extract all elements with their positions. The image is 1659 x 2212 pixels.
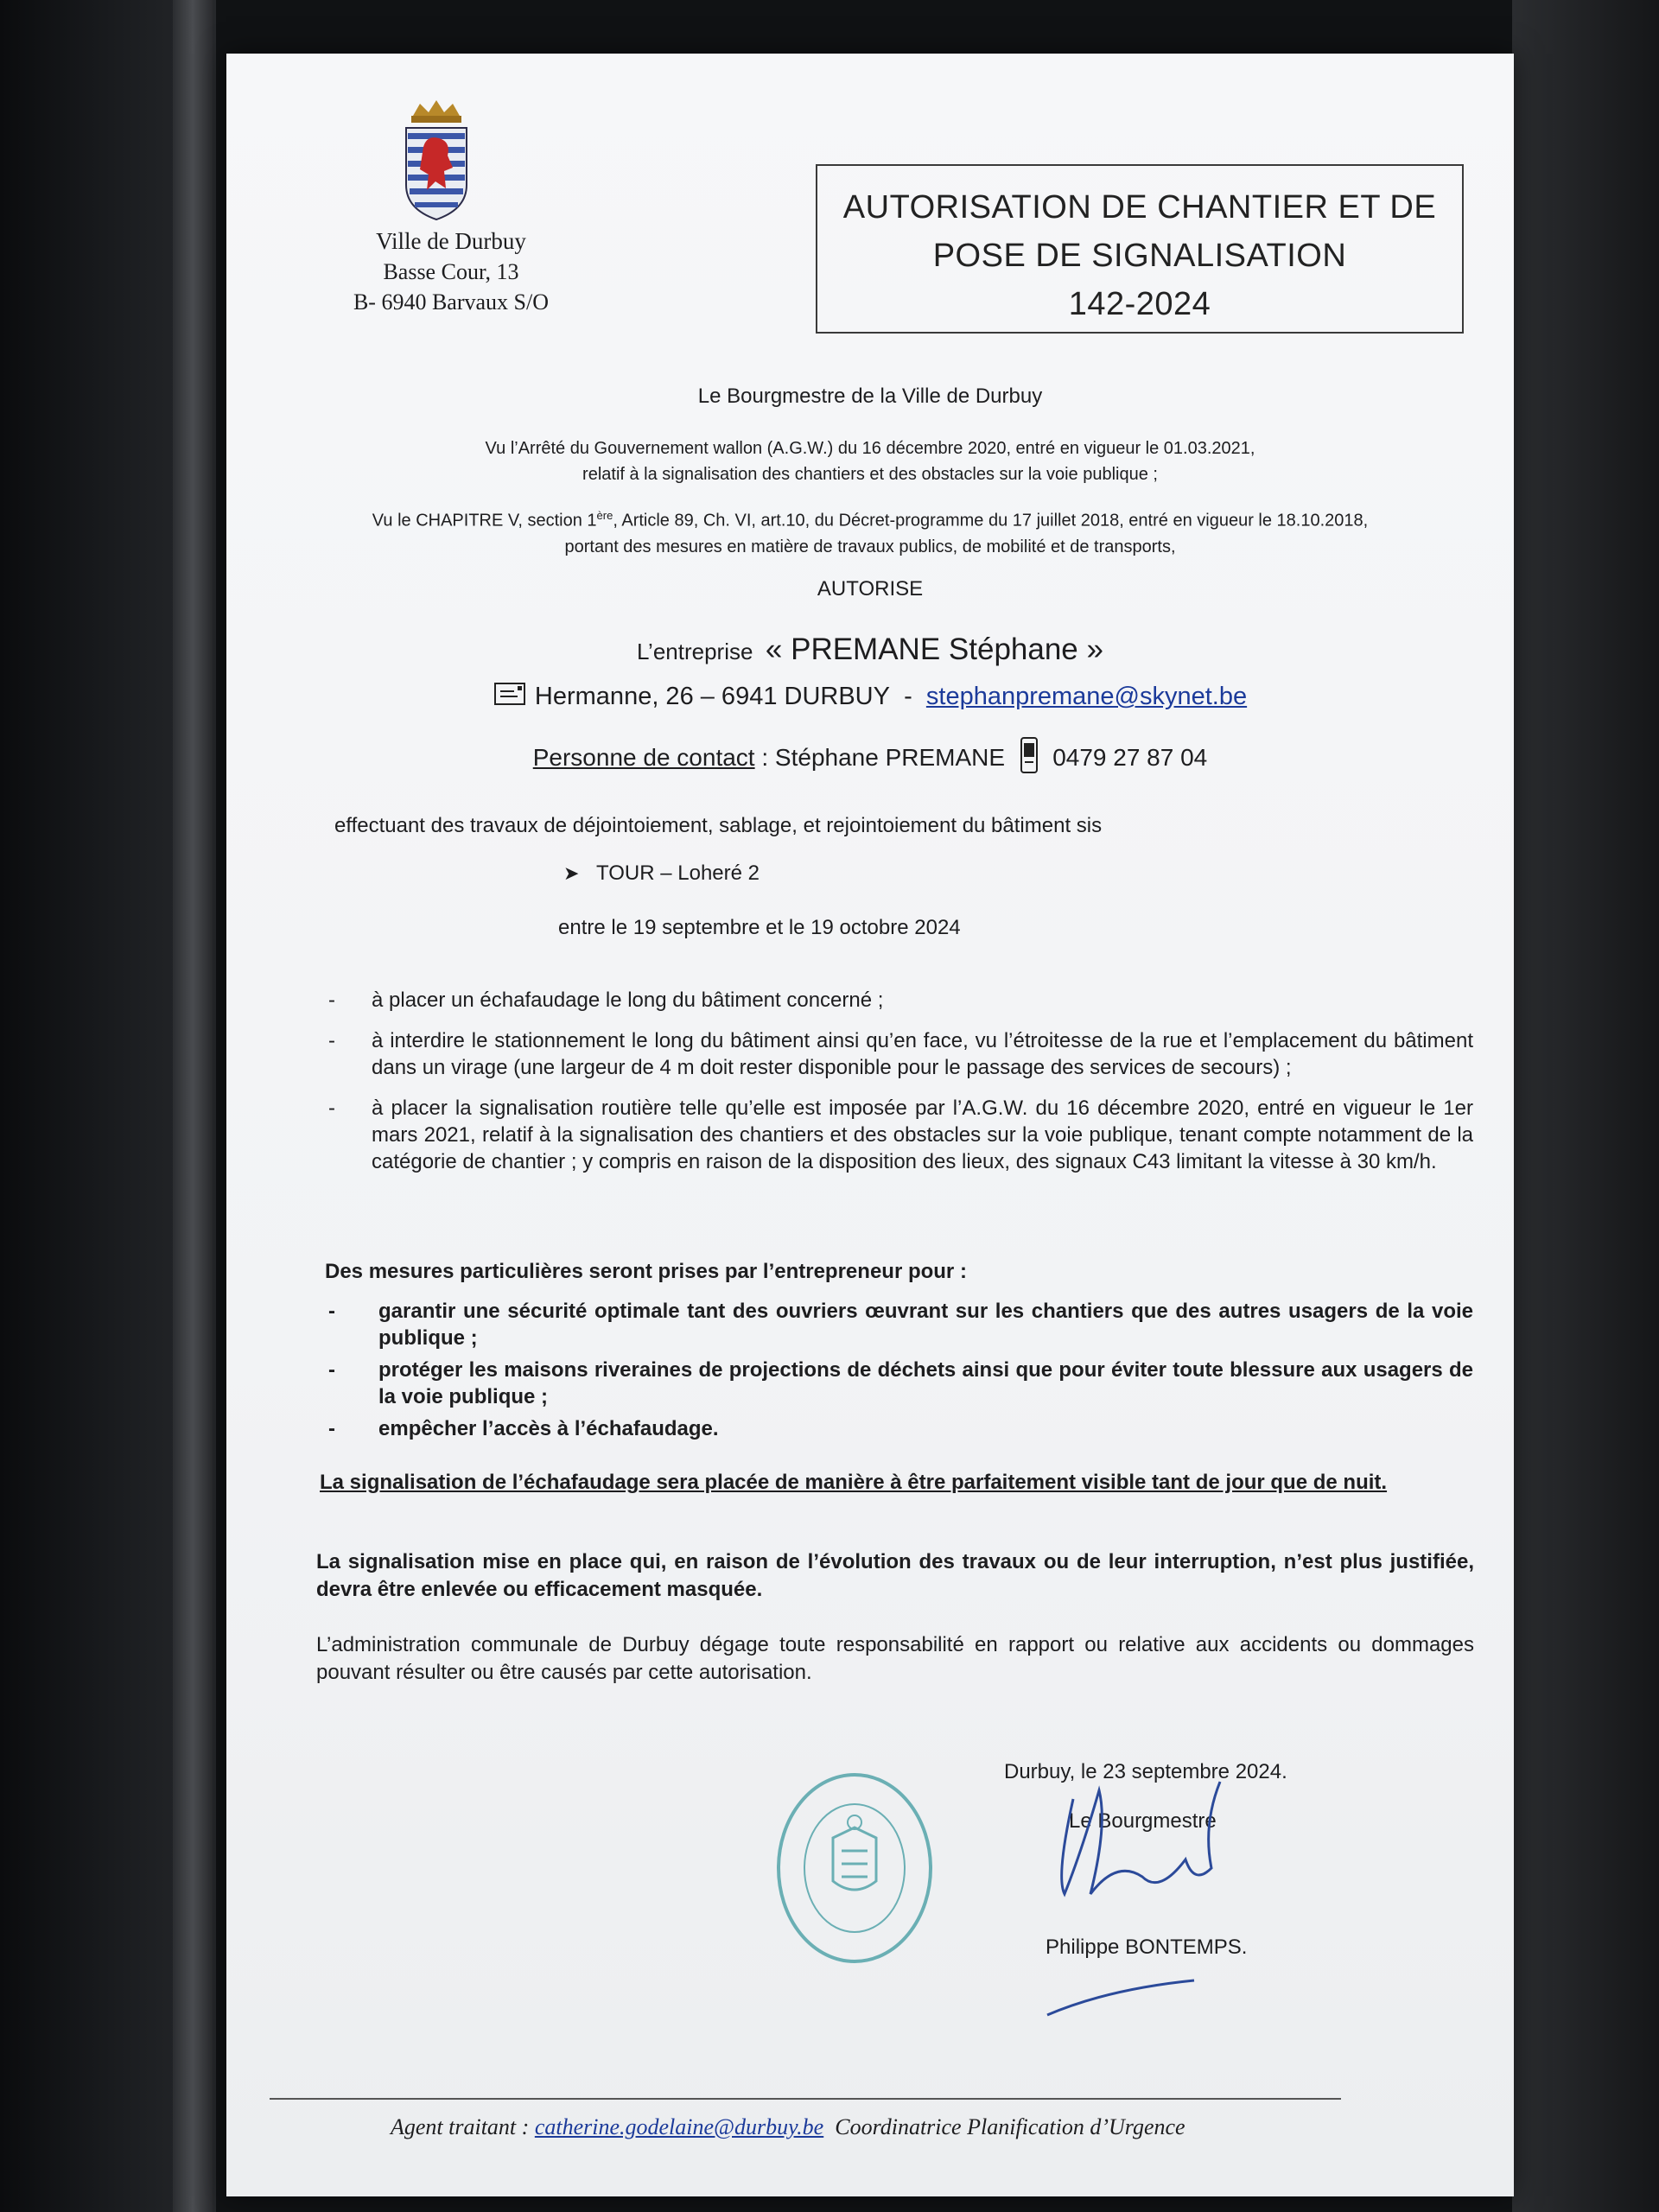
visibility-notice: La signalisation de l’échafaudage sera placée de manière à être parfaitement visible tant de jour que de nuit.: [320, 1471, 1388, 1494]
legal-reference-decree-line1: [226, 503, 1514, 534]
legal-reference-agw-line1: Vu l’Arrêté du Gouvernement wallon (A.G.W.) du 16 décembre 2020, entré en vigueur le 01.03.2021,: [485, 439, 1255, 458]
footer-agent: [391, 2114, 1185, 2140]
company-address: Hermanne, 26 – 6941 DURBUY: [534, 683, 890, 710]
measure-2: protéger les maisons riveraines de projections de déchets ainsi que pour éviter toute blessure aux usagers de la voie publique ;: [378, 1358, 1473, 1408]
works-description: effectuant des travaux de déjointoiement, sablage, et rejointoiement du bâtiment sis: [334, 814, 1103, 837]
works-location: [563, 861, 760, 886]
bourgmestre-heading: Le Bourgmestre de la Ville de Durbuy: [697, 385, 1043, 408]
list-item: - à interdire le stationnement le long du bâtiment ainsi qu’en face, vu l’étroitesse de la rue et l’emplacement du bâtiment dans un virage (une largeur de 4 m doit rester disponible pour le passage des services de secours) ;: [328, 1029, 1473, 1079]
obligation-1: à placer un échafaudage le long du bâtiment concerné ;: [372, 988, 884, 1012]
coat-of-arms-icon: [397, 99, 475, 228]
city-address: [321, 226, 581, 317]
display-frame-rail: [173, 0, 213, 2212]
footer-divider: [270, 2098, 1341, 2100]
agent-role: Coordinatrice Planification d’Urgence: [835, 2114, 1185, 2139]
decree-part1: Vu le CHAPITRE V, section 1: [372, 511, 597, 531]
contact-line: [226, 736, 1514, 774]
measure-1: garantir une sécurité optimale tant des ouvriers œuvrant sur les chantiers que des autres usagers de la voie publique ;: [378, 1300, 1473, 1350]
legal-reference-agw: [226, 435, 1514, 487]
signature-date: Durbuy, le 23 septembre 2024.: [1004, 1760, 1287, 1783]
obligation-2: à interdire le stationnement le long du bâtiment ainsi qu’en face, vu l’étroitesse de la rue et l’emplacement du bâtiment dans un virage (une largeur de 4 m doit rester disponible pour le passage des services de secours) ;: [372, 1029, 1473, 1079]
list-item: - garantir une sécurité optimale tant des ouvriers œuvrant sur les chantiers que des autres usagers de la voie publique ;: [328, 1300, 1473, 1350]
company-line: [226, 632, 1514, 667]
removal-notice: La signalisation mise en place qui, en raison de l’évolution des travaux ou de leur interruption, n’est plus justifiée, devra être enlevée ou efficacement masquée.: [316, 1550, 1474, 1601]
signer-name: Philippe BONTEMPS.: [1046, 1936, 1248, 1959]
obligations-list: [328, 987, 1473, 1189]
liability-disclaimer: L’administration communale de Durbuy dégage toute responsabilité en rapport ou relative aux accidents ou dommages pouvant résulter ou être causés par cette autorisation.: [316, 1633, 1474, 1684]
authorization-document: [226, 54, 1514, 2196]
works-period: entre le 19 septembre et le 19 octobre 2024: [558, 916, 961, 939]
contact-phone: 0479 27 87 04: [1052, 744, 1208, 771]
city-street: Basse Cour, 13: [383, 259, 519, 284]
company-email-link[interactable]: stephanpremane@skynet.be: [925, 683, 1248, 710]
company-name: « PREMANE Stéphane »: [765, 632, 1103, 666]
contact-label: Personne de contact: [532, 744, 755, 771]
legal-reference-agw-line2: relatif à la signalisation des chantiers et des obstacles sur la voie publique ;: [582, 465, 1158, 484]
measures-list: [328, 1298, 1473, 1447]
legal-reference-decree: [226, 503, 1514, 560]
mobile-phone-icon: [1019, 736, 1039, 774]
city-name: Ville de Durbuy: [376, 228, 526, 254]
arrowhead-icon: ➤: [563, 862, 580, 884]
address-separator: -: [904, 683, 912, 710]
title-number: 142-2024: [1068, 286, 1211, 322]
footer-label: Agent traitant :: [391, 2114, 530, 2139]
title-line-1: AUTORISATION DE CHANTIER ET DE: [842, 189, 1437, 226]
handwritten-signature: [1039, 1773, 1237, 2024]
autorise-heading: AUTORISE: [817, 577, 924, 601]
company-address-line: [226, 680, 1514, 711]
works-location-text: TOUR – Loheré 2: [596, 861, 760, 885]
decree-part2: , Article 89, Ch. VI, art.10, du Décret-programme du 17 juillet 2018, entré en vigueur le 18.10.2018,: [613, 511, 1369, 531]
document-title-box: [816, 164, 1464, 334]
list-item: - à placer la signalisation routière telle qu’elle est imposée par l’A.G.W. du 16 décembre 2020, entré en vigueur le 1er mars 2021, relatif à la signalisation des chantiers et des obstacles sur la voie publique, tenant compte notamment de la catégorie de chantier ; y compris en raison de la disposition des lieux, des signaux C43 limitant la vitesse à 30 km/h.: [328, 1096, 1473, 1173]
list-item: - protéger les maisons riveraines de projections de déchets ainsi que pour éviter toute blessure aux usagers de la voie publique ;: [328, 1358, 1473, 1408]
list-item: - empêcher l’accès à l’échafaudage.: [328, 1417, 719, 1440]
measures-title: Des mesures particulières seront prises par l’entrepreneur pour :: [325, 1260, 967, 1283]
agent-email-link[interactable]: catherine.godelaine@durbuy.be: [534, 2114, 824, 2139]
measure-3: empêcher l’accès à l’échafaudage.: [378, 1417, 719, 1440]
envelope-icon: [493, 680, 528, 708]
signer-role: Le Bourgmestre: [1069, 1809, 1217, 1833]
decree-superscript: ère: [596, 509, 613, 522]
list-item: - à placer un échafaudage le long du bâtiment concerné ;: [328, 988, 884, 1012]
legal-reference-decree-line2: portant des mesures en matière de travaux publics, de mobilité et de transports,: [564, 537, 1176, 556]
display-frame-right: [1512, 0, 1659, 2212]
contact-name: : Stéphane PREMANE: [761, 744, 1006, 771]
municipal-stamp: [772, 1769, 937, 1967]
city-zip: B- 6940 Barvaux S/O: [353, 289, 550, 315]
obligation-3: à placer la signalisation routière telle qu’elle est imposée par l’A.G.W. du 16 décembre 2020, entré en vigueur le 1er mars 2021, relatif à la signalisation des chantiers et des obstacles sur la voie publique, tenant compte notamment de la catégorie de chantier ; y compris en raison de la disposition des lieux, des signaux C43 limitant la vitesse à 30 km/h.: [372, 1096, 1473, 1173]
title-line-2: POSE DE SIGNALISATION: [932, 238, 1347, 274]
company-label: L’entreprise: [637, 639, 753, 664]
